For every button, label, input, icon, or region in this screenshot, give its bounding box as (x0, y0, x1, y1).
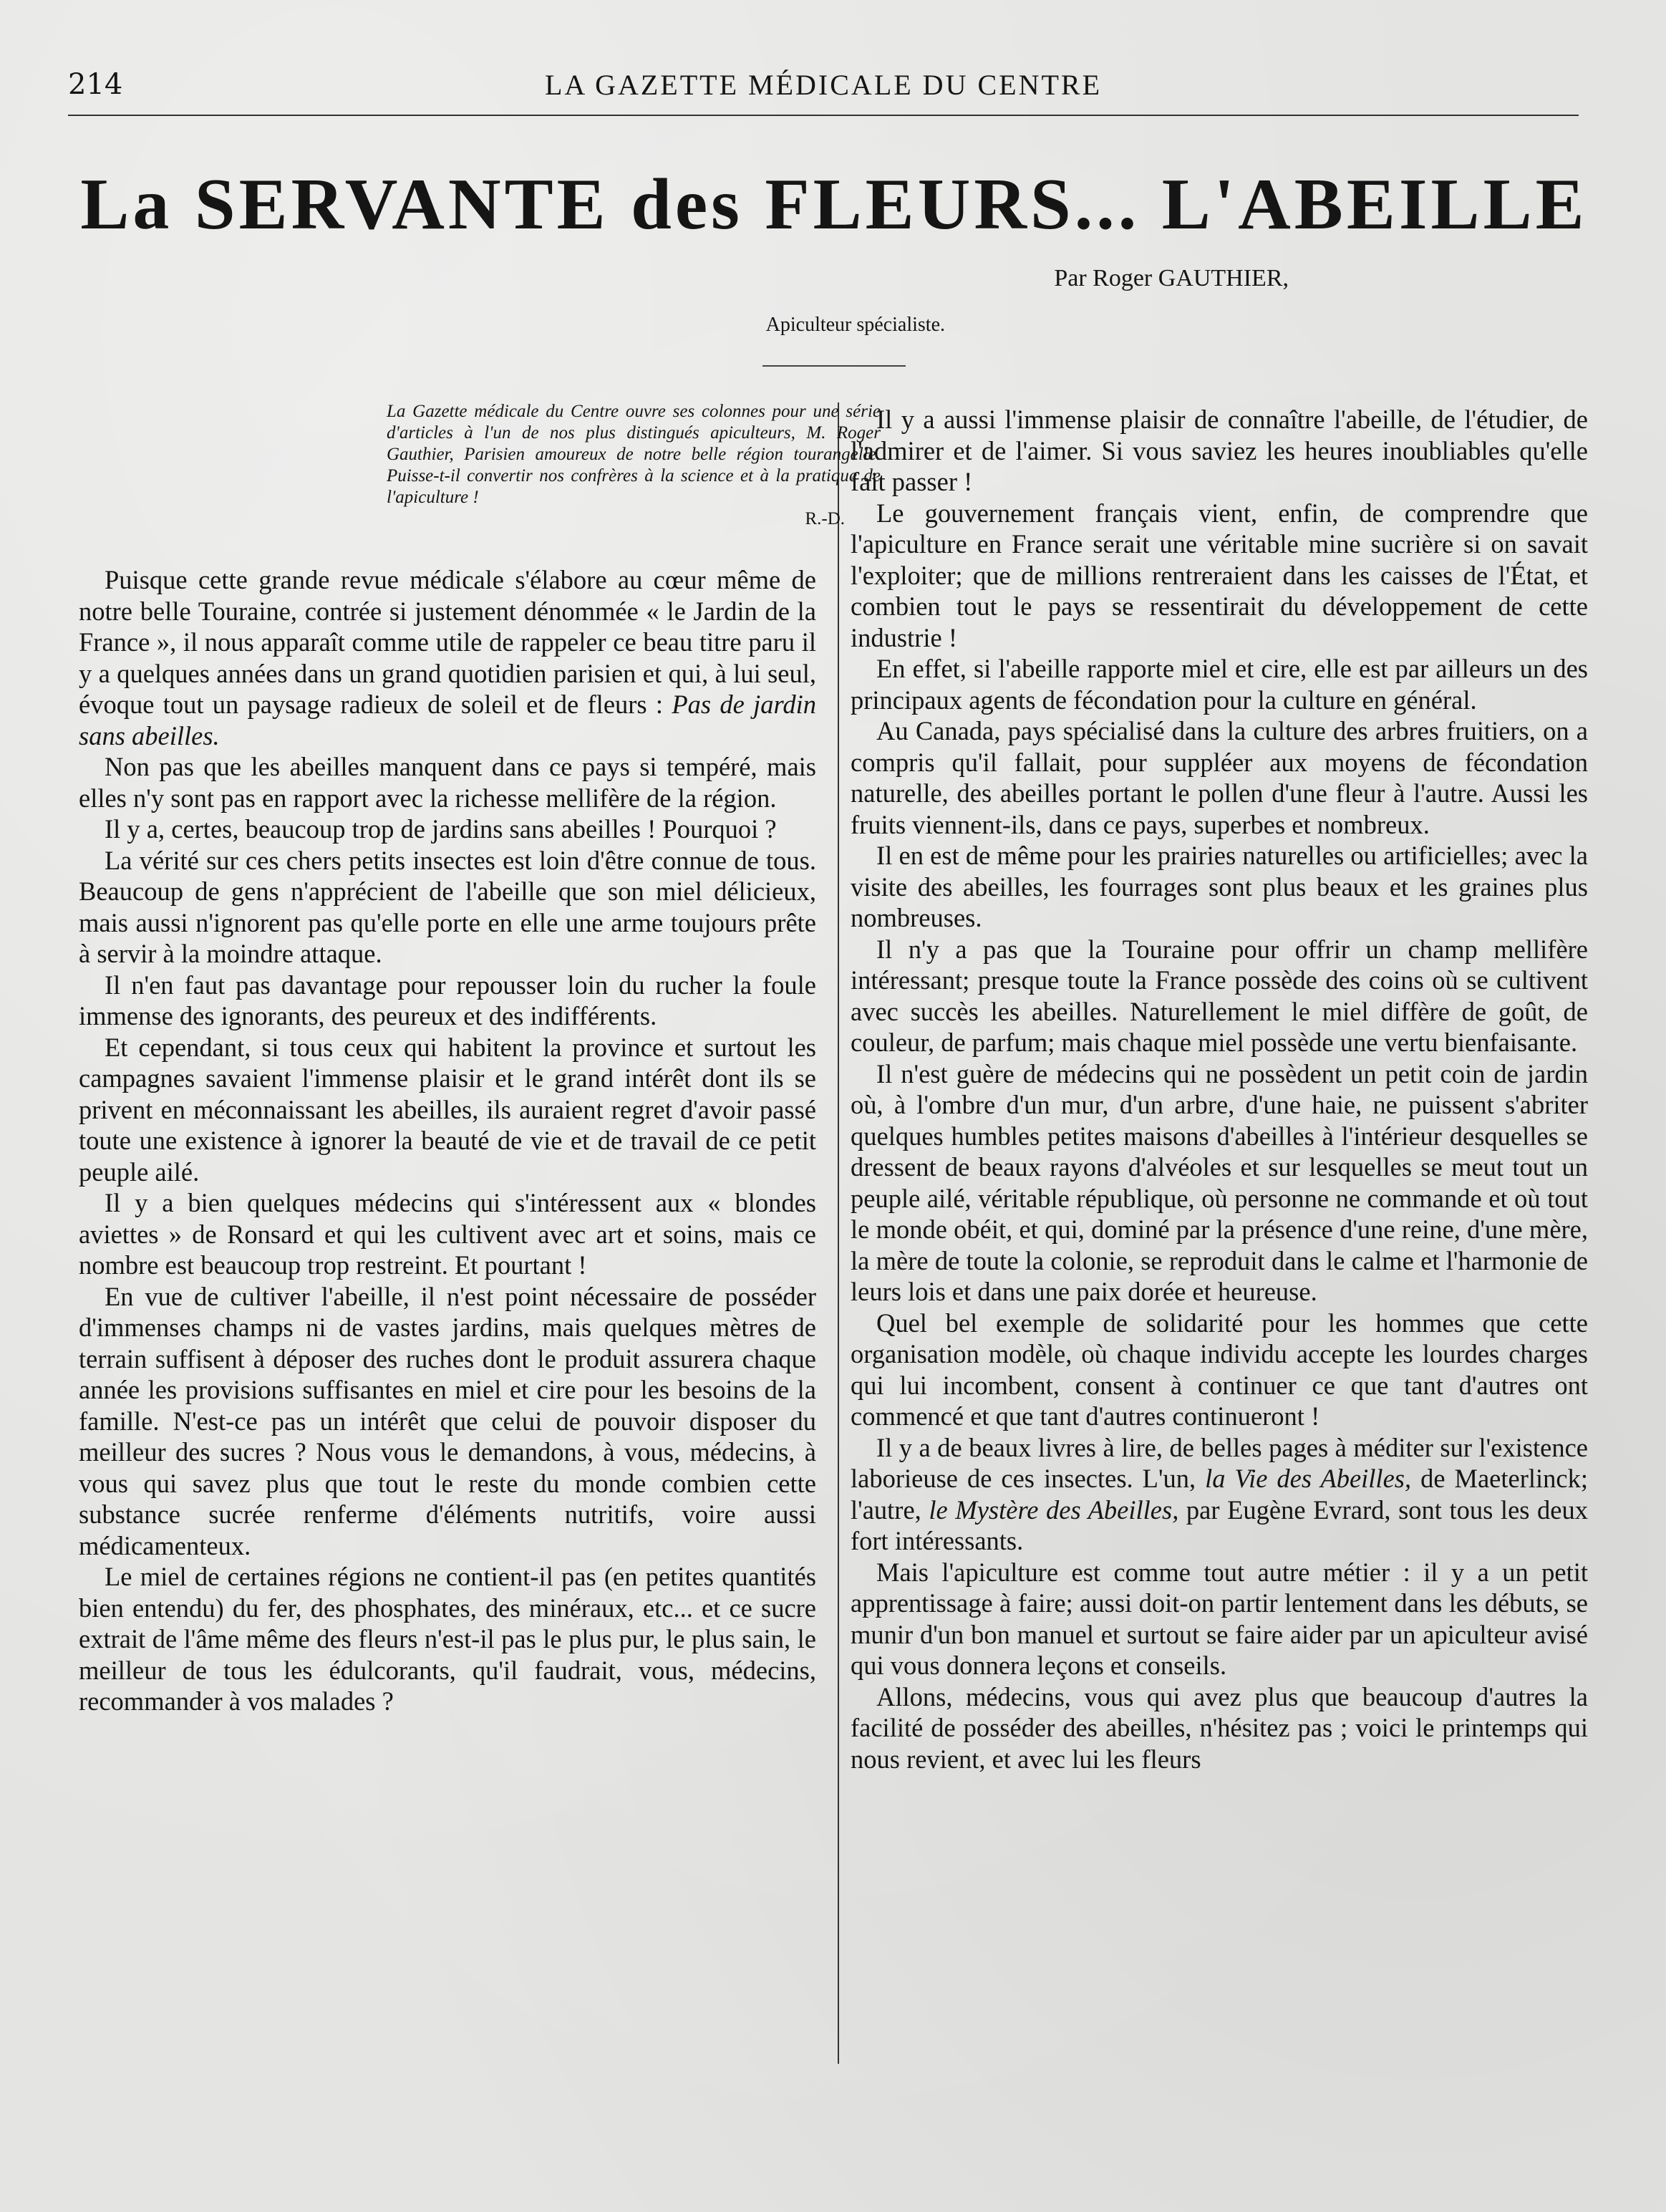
paragraph: Le miel de certaines régions ne contient-il pas (en petites quantités bien entendu) du fer, des phosphates, des minéraux, etc... et ce sucre extrait de l'âme même des fleurs n'est-il pas le plus pur, le plus sain, le meilleur de tous les édulcorants, qu'il faudrait, vous, médecins, recommander à vos malades ? (79, 1562, 816, 1716)
author-role: Apiculteur spécialiste. (765, 314, 945, 336)
paragraph: Il en est de même pour les prairies naturelles ou artificielles; avec la visite des abeilles, les fourrages sont plus beaux et les graines plus nombreuses. (851, 841, 1588, 932)
paragraph: Il y a, certes, beaucoup trop de jardins sans abeilles ! Pourquoi ? (105, 814, 777, 844)
book-title: la Vie des Abeilles, (1205, 1464, 1412, 1493)
title-rule (762, 365, 906, 367)
paragraph: En effet, si l'abeille rapporte miel et cire, elle est par ailleurs un des principaux agents de fécondation pour la culture en général. (851, 654, 1588, 715)
right-column (851, 404, 1588, 1774)
paragraph: Et cependant, si tous ceux qui habitent la province et surtout les campagnes savaient l'immense plaisir et le grand intérêt dont ils se privent en méconnaissant les abeilles, ils auraient regret d'avoir passé toute une existence à ignorer la beauté de vie et de travail de ce petit peuple ailé. (79, 1032, 816, 1187)
books-paragraph: Il y a de beaux livres à lire, de belles pages à méditer sur l'existence laborieuse de ces insectes. L'un, la Vie des Abeilles, de Maeterlinck; l'autre, le Mystère des Abeilles, par Eugène Evrard, sont tous les deux fort intéressants. (851, 1432, 1589, 1555)
paragraph: Non pas que les abeilles manquent dans ce pays si tempéré, mais elles n'y sont pas en rapport avec la richesse mellifère de la région. (79, 752, 816, 813)
paragraph: Mais l'apiculture est comme tout autre métier : il y a un petit apprentissage à faire; aussi doit-on partir lentement dans les débuts, se munir d'un bon manuel et surtout se faire aider par un apiculteur avisé qui vous donnera leçons et conseils. (851, 1557, 1588, 1680)
article-byline: Par Roger GAUTHIER, (1054, 265, 1289, 291)
paragraph: Il n'en faut pas davantage pour repousser loin du rucher la foule immense des ignorants, des peureux et des indifférents. (79, 970, 816, 1030)
left-column (79, 401, 881, 1717)
book-title: le Mystère des Abeilles, (929, 1494, 1179, 1525)
paragraph: Il y a bien quelques médecins qui s'intéressent aux « blondes aviettes » de Ronsard et qui les cultivent avec art et soins, mais ce nombre est beaucoup trop restreint. Et pourtant ! (79, 1188, 816, 1280)
paragraph: Il y a aussi l'immense plaisir de connaître l'abeille, de l'étudier, de l'admirer et de l'aimer. Si vous saviez les heures inoubliables qu'elle fait passer ! (851, 405, 1588, 496)
header-rule (68, 115, 1579, 116)
journal-title: LA GAZETTE MÉDICALE DU CENTRE (544, 69, 1102, 101)
running-header (68, 68, 1579, 118)
paragraph: Puisque cette grande revue médicale s'élabore au cœur même de notre belle Touraine, contrée si justement dénommée « le Jardin de la France », il nous apparaît comme utile de rappeler ce beau titre paru il y a quelques années dans un grand quotidien parisien et qui, à lui seul, évoque tout un paysage radieux de soleil et de fleurs : Pas de jardin sans abeilles. (79, 565, 816, 750)
italic-phrase: Pas de jardin sans abeilles. (79, 690, 816, 750)
editor-note-text: La Gazette médicale du Centre ouvre ses colonnes pour une série d'articles à l'un de nos plus distingués apiculteurs, M. Roger Gauthier, Parisien amoureux de notre belle région tourangelle. Puisse-t-il convertir nos confrères à la science et à la pratique de l'apiculture ! (387, 402, 881, 507)
column-divider (838, 402, 839, 2064)
paragraph: Quel bel exemple de solidarité pour les hommes que cette organisation modèle, où chaque individu accepte les lourdes charges qui lui incombent, consent à continuer ce que tant d'autres ont commencé et que tant d'autres continueront ! (851, 1308, 1588, 1431)
paragraph: En vue de cultiver l'abeille, il n'est point nécessaire de posséder d'immenses champs ni de vastes jardins, mais quelques mètres de terrain suffisent à déposer des ruches dont le produit assurera chaque année les provisions suffisantes en miel et cire pour les besoins de la famille. N'est-ce pas un intérêt que celui de pouvoir disposer du meilleur des sucres ? Nous vous le demandons, à vous, médecins, à vous qui savez plus que tout le reste du monde combien cette substance sucrée renferme d'éléments nutritifs, voire aussi médicamenteux. (79, 1281, 816, 1560)
paragraph: Le gouvernement français vient, enfin, de comprendre que l'apiculture en France serait une véritable mine sucrière si on savait l'exploiter; que de millions rentreraient dans les caisses de l'État, et combien tout le pays se ressentirait du développement de cette industrie ! (851, 498, 1588, 652)
paragraph: Allons, médecins, vous qui avez plus que beaucoup d'autres la facilité de posséder des abeilles, n'hésitez pas ; voici le printemps qui nous revient, et avec lui les fleurs (851, 1681, 1588, 1774)
article-title: La SERVANTE des FLEURS... L'ABEILLE (80, 164, 1588, 245)
paragraph: Au Canada, pays spécialisé dans la culture des arbres fruitiers, on a compris qu'il fallait, pour suppléer aux moyens de fécondation naturelle, des abeilles portant le pollen d'une fleur à l'autre. Aussi les fruits viennent-ils, dans ce pays, superbes et nombreux. (851, 716, 1588, 839)
paragraph: La vérité sur ces chers petits insectes est loin d'être connue de tous. Beaucoup de gens n'apprécient de l'abeille que son miel délicieux, mais aussi n'ignorent pas qu'elle porte en elle une arme toujours prête à servir à la moindre attaque. (79, 845, 816, 968)
paragraph: Il n'est guère de médecins qui ne possèdent un petit coin de jardin où, à l'ombre d'un mur, d'un arbre, d'une haie, ne puissent s'abriter quelques humbles petites maisons d'abeilles à l'intérieur desquelles se dressent de beaux rayons d'alvéoles et sur lesquelles se meut tout un peuple ailé, véritable république, où personne ne commande et où tout le monde obéit, et qui, dominé par la présence d'une reine, d'une mère, la mère de toute la colonie, se reproduit dans le calme et l'harmonie de leurs lois et dans une paix dorée et heureuse. (851, 1058, 1588, 1306)
page-number: 214 (68, 68, 123, 101)
editor-note (387, 401, 881, 530)
paragraph: Il n'y a pas que la Touraine pour offrir un champ mellifère intéressant; presque toute la France possède des coins où se cultivent avec succès les abeilles. Naturellement le miel diffère de goût, de couleur, de parfum; mais chaque miel possède une vertu bienfaisante. (851, 934, 1588, 1057)
editor-signature: R.-D. (805, 509, 845, 528)
